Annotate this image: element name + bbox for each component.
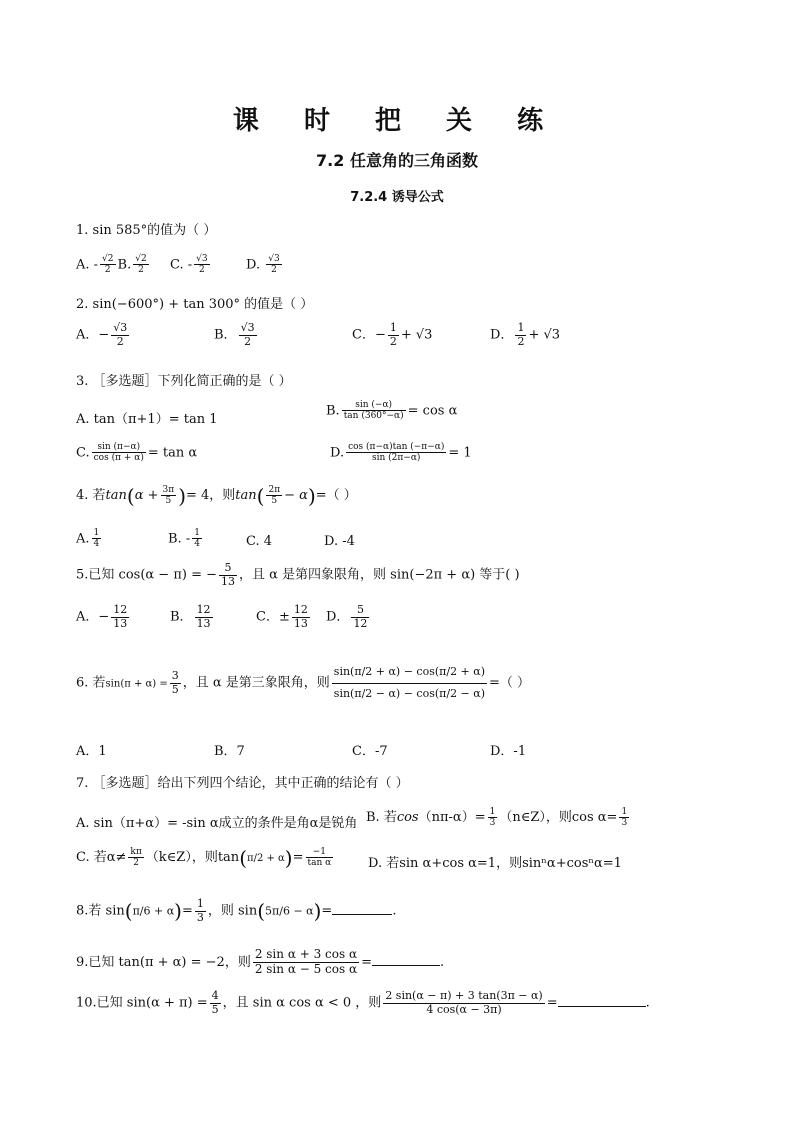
q4-tail: =（ ） [315,488,357,503]
question-10-stem [76,990,650,1016]
frac-num: 12 [113,603,128,616]
q4-fraction-1 [161,485,177,507]
q5-prefix: 5.已知 cos(α − π) = − [76,567,217,583]
frac-den: 13 [293,616,308,630]
question-4-option-c: C. 4 [246,534,273,549]
frac-den: 4 [93,539,100,550]
question-7-option-c [76,846,335,868]
option-c-label: C. - [170,257,193,273]
option-b-fraction [192,528,202,550]
q6-prefix: 6. 若 [76,675,106,691]
paren-close: ) [307,483,316,508]
frac-num: 1 [389,321,397,334]
frac-den: 13 [113,616,128,630]
q9-end: . [439,954,445,970]
question-2-option-d [490,322,560,348]
question-5-option-c [256,604,312,630]
q9-prefix: 9.已知 tan(π + α) = −2，则 [76,954,251,970]
question-3-option-a: A. tan（π+1）= tan 1 [76,412,218,427]
frac-den: 2 [138,265,144,276]
option-b-fraction [239,322,257,348]
frac-den: 5 [171,682,179,696]
frac-den: cos (π + α) [93,453,144,464]
q8-eq-1: = [181,903,193,919]
frac-num: 3π [162,484,175,495]
question-6-option-b: B．7 [214,744,245,759]
question-1-stem: 1. sin 585°的值为（ ） [76,223,217,238]
option-b-label: B． [214,327,237,343]
frac-den: sin (2π−α) [371,453,421,464]
frac-den: 2 [244,334,252,348]
frac-num: 1 [194,528,200,538]
option-c-tail: + √3 [400,327,433,343]
q8-arg-2: 5π/6 − α [265,904,314,918]
option-a-label: A．− [76,609,110,625]
option-a-label: A. - [76,257,99,273]
q4-alpha-1: α + [134,488,159,503]
paren-close: ) [284,845,293,870]
option-d-fraction [266,254,281,276]
paren-open: ( [239,845,247,870]
option-b-mid: （nπ-α）= [418,810,486,825]
option-b-label: B. [326,403,340,419]
question-2-option-a [76,322,131,348]
frac-num: 2 sin(α − π) + 3 tan(3π − α) [385,989,543,1002]
q9-eq: = [361,954,372,970]
q4-prefix: 4. 若 [76,488,106,503]
frac-den: 2 [133,858,139,868]
frac-den: 2 [116,334,124,348]
option-c-fraction [292,604,310,630]
frac-num: √2 [135,254,147,264]
frac-num: 12 [196,603,211,616]
frac-den: 2 [199,265,205,276]
section-title: 7.2 任意角的三角函数 [316,151,478,170]
q9-answer-blank[interactable] [372,953,440,966]
question-4-option-d: D. -4 [324,534,355,549]
option-a-fraction [111,322,129,348]
frac-num: √3 [113,321,128,334]
q10-prefix: 10.已知 sin(α + π) = [76,995,208,1011]
question-2-option-c [352,322,432,348]
q6-condition: sin(π + α) = [105,678,168,690]
frac-num: kπ [130,846,142,857]
option-d-tail: + √3 [528,327,561,343]
q10-end: . [645,995,650,1011]
paren-open: ( [126,483,135,508]
option-c-label: C．± [256,609,290,625]
question-6-option-d: D．-1 [490,744,527,759]
paren-close: ) [313,899,322,924]
q6-main-fraction [332,662,487,704]
frac-den: 13 [221,574,235,588]
frac-num: 3 [171,669,179,682]
frac-num: 4 [211,989,219,1002]
frac-den: 2 [389,334,397,348]
frac-num: √2 [102,254,114,264]
frac-den: 5 [211,1002,219,1016]
frac-num: √3 [196,254,208,264]
q10-main-fraction [383,990,544,1016]
frac-num: 5 [219,562,237,576]
option-a-label: A. [76,531,90,547]
q9-fraction [253,948,359,977]
question-3-option-d [330,442,472,464]
option-b-fraction [133,254,148,276]
q4-tan-2: tan [235,488,257,503]
frac-den: 2 sin α − 5 cos α [254,961,358,976]
frac-num: sin (−α) [342,400,406,411]
question-5-stem [76,562,520,588]
question-5-option-a [76,604,131,630]
frac-den: 3 [196,910,204,924]
frac-den: 5 [271,496,278,506]
q8-prefix: 8.若 sin [76,903,125,919]
question-9-stem [76,948,444,977]
option-d-label: D. [246,257,261,273]
page-title: 课 时 把 关 练 [232,106,562,136]
q5-fraction [219,562,237,588]
q4-fraction-2 [266,485,282,507]
option-b-label: B． [170,609,193,625]
frac-den: 2 [517,334,525,348]
q8-arg-1: π/6 + α [132,904,175,918]
frac-den: 13 [196,616,211,630]
option-c-label: C．− [352,327,386,343]
option-a-fraction [92,528,102,550]
frac-den: 12 [353,616,368,630]
q5-suffix: ，且 α 是第四象限角，则 sin(−2π + α) 等于( ) [239,567,520,583]
question-3-stem: 3. ［多选题］下列化简正确的是（ ） [76,374,292,389]
paren-close: ) [174,899,182,924]
option-b-label: B. - [168,531,191,547]
frac-den: 4 cos(α − 3π) [426,1002,502,1016]
option-b-fraction [195,604,213,630]
frac-num: 1 [196,897,204,910]
frac-num: −1 [306,847,334,858]
paren-open: ( [257,899,266,924]
frac-num: 2π [268,484,281,495]
frac-num: sin(π/2 + α) − cos(π/2 + α) [332,662,487,684]
question-7-stem: 7. ［多选题］给出下列四个结论，其中正确的结论有（ ） [76,776,409,791]
frac-num: 1 [621,806,628,817]
frac-den: 3 [621,818,628,828]
option-a-label: A．− [76,327,110,343]
option-c-mid: （k∈Z），则tan [145,850,240,865]
option-c-fraction-1 [128,847,143,869]
option-c-label: C. 若α≠ [76,850,127,865]
option-b-post: （n∈Z），则cos α= [499,810,618,825]
frac-num: cos (π−α)tan (−π−α) [348,442,445,452]
frac-num: 5 [351,604,369,618]
question-2-stem: 2. sin(−600°) + tan 300° 的值是（ ） [76,297,314,312]
option-d-label: D． [326,609,350,625]
option-d-fraction [515,322,526,348]
question-4-stem [76,484,357,506]
paren-open: ( [124,899,133,924]
frac-num: √3 [240,321,255,334]
question-2-option-b [214,322,259,348]
q6-mid: ，且 α 是第三象限角，则 [182,675,330,691]
q8-fraction [195,898,206,924]
option-c-fraction [388,322,399,348]
question-8-stem [76,898,396,924]
q10-value-fraction [210,990,221,1016]
question-1-option-c [170,254,212,276]
q8-answer-blank[interactable] [332,902,392,915]
frac-num: 2 sin α + 3 cos α [254,947,358,961]
option-b-fraction [342,400,406,422]
question-1-option-d [246,254,284,276]
q8-mid: ，则 sin [207,903,258,919]
question-4-option-a [76,528,103,550]
frac-den: 5 [165,496,172,506]
q10-mid: ，且 sin α cos α < 0 ，则 [222,995,382,1011]
option-c-fraction-2 [306,847,334,869]
question-7-option-d: D. 若sin α+cos α=1，则sinⁿα+cosⁿα=1 [368,856,622,871]
q8-end: . [392,903,397,919]
frac-den: tan (360°−α) [343,411,404,422]
option-b-fraction-1 [488,807,498,829]
q10-answer-blank[interactable] [558,994,646,1007]
q8-eq-2: = [321,903,333,919]
frac-num: 12 [293,603,308,616]
option-a-fraction [100,254,115,276]
frac-den: sin(π/2 − α) − cos(π/2 − α) [333,686,485,700]
question-5-option-b [170,604,215,630]
option-c-fraction [92,442,146,464]
option-c-tail: = tan α [147,445,198,461]
frac-den: 4 [194,539,200,550]
question-6-option-a: A．1 [76,744,107,759]
option-c-label: C. [76,445,90,461]
question-3-option-c [76,442,197,464]
q4-alpha-2: − α [284,488,308,503]
frac-num: 1 [93,528,100,538]
question-1-option-a [76,254,151,276]
question-4-option-b [168,528,204,550]
option-c-eq: = [292,850,304,865]
option-b-label: B. [117,257,132,273]
option-d-tail: = 1 [448,445,472,461]
paren-close: ) [178,483,186,508]
option-d-fraction [346,442,446,464]
frac-num: √3 [268,254,280,264]
q4-mid: = 4，则 [186,488,236,503]
frac-den: 2 [104,265,111,276]
frac-num: 1 [489,806,496,817]
q4-tan-1: tan [105,488,127,503]
q6-tail: =（ ） [489,675,531,691]
question-3-option-b [326,400,457,422]
option-d-label: D． [490,327,514,343]
option-c-inner: π/2 + α [247,853,285,864]
frac-num: 1 [517,321,525,334]
option-b-fraction-2 [619,807,629,829]
option-d-fraction [351,604,369,630]
q6-condition-fraction [170,670,181,696]
question-7-option-a: A. sin（π+α）= -sin α成立的条件是角α是锐角 [76,816,358,831]
question-6-option-c: C．-7 [352,744,388,759]
option-a-fraction [111,604,129,630]
frac-den: 2 [271,265,277,276]
question-5-option-d [326,604,371,630]
question-6-stem [76,662,530,704]
option-b-cos: cos [396,810,419,825]
paren-open: ( [256,483,265,508]
frac-num: sin (π−α) [92,442,146,453]
option-b-tail: = cos α [407,403,458,419]
frac-den: tan α [307,858,332,868]
option-b-label: B. 若 [366,810,397,825]
option-c-fraction [194,254,209,276]
option-d-label: D. [330,445,345,461]
frac-den: 3 [489,818,496,828]
question-7-option-b [366,806,631,828]
q10-eq: = [546,995,558,1011]
subsection-title: 7.2.4 诱导公式 [350,190,444,205]
